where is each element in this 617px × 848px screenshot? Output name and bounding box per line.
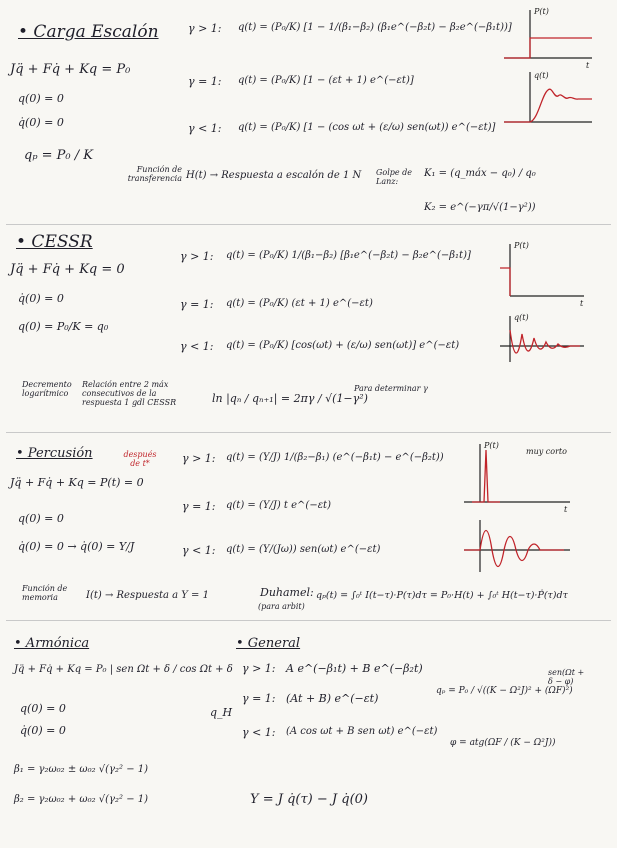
section-title-carga: • Carga Escalón [18, 22, 159, 42]
carga-graph-q-label: q(t) [534, 71, 549, 80]
general-qp-side: sen(Ωt + δ − φ) [548, 668, 585, 686]
percusion-case3-eq: q(t) = (Y/(Jω)) sen(ωt) e^(−εt) [226, 544, 381, 555]
section-title-armonica: • Armónica [14, 636, 90, 651]
carga-particular: qₚ = P₀ / K [24, 148, 93, 163]
memory-label: Función de memoria [22, 584, 68, 602]
carga-case1-eq: q(t) = (P₀/K) [1 − 1/(β₁−β₂) (β₁e^(−β₂t) − β₂e^(−β₁t))] [238, 22, 512, 33]
carga-graph-p-label: P(t) [534, 7, 549, 16]
cessr-graph-t-label: t [580, 299, 584, 308]
section-title-percusion: • Percusión [16, 446, 93, 461]
cessr-case3-cond: γ < 1: [180, 340, 214, 353]
general-case2-eq: (At + B) e^(−εt) [286, 692, 379, 705]
general-impulse-eq: Y = J q̇(τ) − J q̇(0) [250, 792, 368, 807]
carga-ode: Jq̈ + Fq̇ + Kq = P₀ [10, 62, 131, 77]
general-case3-eq: (A cos ωt + B sen ωt) e^(−εt) [286, 726, 438, 737]
carga-load-graph [504, 7, 592, 70]
cessr-graphs [500, 234, 600, 364]
divider [6, 620, 611, 621]
cessr-case1-eq: q(t) = (P₀/K) 1/(β₁−β₂) [β₁e^(−β₂t) − β₂e^(−β₁t)] [226, 250, 471, 261]
percusion-ode: Jq̈ + Fq̇ + Kq = P(t) = 0 [10, 476, 144, 489]
carga-ic1: q(0) = 0 [18, 92, 64, 105]
general-phi-eq: φ = atg(ΩF / (K − Ω²J)) [450, 738, 556, 748]
decrement-note: Relación entre 2 máx consecutivos de la respuesta 1 gdl CESSR [82, 380, 177, 407]
carga-ic2: q̇(0) = 0 [18, 116, 64, 129]
armonica-ic1: q(0) = 0 [20, 702, 66, 715]
percusion-case2-eq: q(t) = (Y/J) t e^(−εt) [226, 500, 331, 511]
carga-case3-eq: q(t) = (P₀/K) [1 − (cos ωt + (ε/ω) sen(ωt)) e^(−εt)] [238, 122, 496, 133]
divider [6, 432, 611, 433]
armonica-ic2: q̇(0) = 0 [20, 724, 66, 737]
percusion-impulse-graph [464, 441, 570, 514]
percusion-case1-eq: q(t) = (Y/J) 1/(β₂−β₁) (e^(−β₁t) − e^(−β₂t)) [226, 452, 444, 463]
percusion-graph-t-label: t [564, 505, 568, 514]
cessr-case2-eq: q(t) = (P₀/K) (εt + 1) e^(−εt) [226, 298, 373, 309]
percusion-graphs [460, 436, 600, 576]
percusion-response-graph [464, 520, 570, 572]
cessr-case1-cond: γ > 1: [180, 250, 214, 263]
percusion-ode-note: después de t* [123, 450, 157, 468]
carga-case1-cond: γ > 1: [188, 22, 222, 35]
cessr-graph-p-label: P(t) [514, 241, 529, 250]
decrement-side: Para determinar γ [354, 384, 428, 393]
decrement-eq: ln |qₙ / qₙ₊₁| = 2πγ / √(1−γ²) [212, 392, 368, 405]
cessr-load-graph [500, 241, 584, 308]
k2-eq: K₂ = e^(−γπ/√(1−γ²)) [424, 202, 536, 213]
duhamel-sub: (para arbit) [258, 602, 305, 611]
general-case1-cond: γ > 1: [242, 662, 276, 675]
cessr-graph-q-label: q(t) [514, 313, 529, 322]
percusion-case1-cond: γ > 1: [182, 452, 216, 465]
cessr-case2-cond: γ = 1: [180, 298, 214, 311]
cessr-ic2: q(0) = P₀/K = q₀ [18, 320, 109, 333]
general-qp-eq: qₚ = P₀ / √((K − Ω²J)² + (ΩF)²) [436, 686, 573, 696]
decrement-label: Decremento logarítmico [22, 380, 72, 398]
armonica-beta1: β₁ = γ₂ω₀₂ ± ω₀₂ √(γ₂² − 1) [14, 764, 149, 775]
duhamel-eq: qₚ(t) = ∫₀ᵗ I(t−τ)·P(τ)dτ = P₀·H(t) + ∫₀ᵗ H(t−τ)·Ṗ(τ)dτ [316, 590, 568, 601]
cessr-ode: Jq̈ + Fq̇ + Kq = 0 [10, 262, 125, 277]
carga-case3-cond: γ < 1: [188, 122, 222, 135]
duhamel-label: Duhamel: [260, 586, 314, 599]
percusion-graph-note: muy corto [526, 447, 567, 456]
cessr-response-graph [500, 313, 584, 362]
transfer-eq: H(t) → Respuesta a escalón de 1 N [186, 170, 362, 181]
transfer-label: Función de transferencia [127, 165, 182, 183]
armonica-beta2: β₂ = γ₂ω₀₂ + ω₀₂ √(γ₂² − 1) [14, 794, 149, 805]
golpe-label: Golpe de Lanz: [376, 168, 413, 186]
general-case3-cond: γ < 1: [242, 726, 276, 739]
percusion-case2-cond: γ = 1: [182, 500, 216, 513]
cessr-ic1: q̇(0) = 0 [18, 292, 64, 305]
armonica-ode: Jq̈ + Fq̇ + Kq = P₀ | sen Ωt + δ / cos Ωt + δ [14, 664, 233, 675]
carga-graphs [500, 2, 600, 127]
divider [6, 224, 611, 225]
general-qh-label: q_H [210, 706, 233, 719]
carga-case2-cond: γ = 1: [188, 75, 222, 88]
percusion-ic2: q̇(0) = 0 → q̇(0) = Y/J [18, 540, 135, 553]
carga-graph-t-label: t [586, 61, 590, 70]
percusion-ic1: q(0) = 0 [18, 512, 64, 525]
general-case1-eq: A e^(−β₁t) + B e^(−β₂t) [286, 662, 423, 675]
cessr-case3-eq: q(t) = (P₀/K) [cos(ωt) + (ε/ω) sen(ωt)] e^(−εt) [226, 340, 460, 351]
general-case2-cond: γ = 1: [242, 692, 276, 705]
carga-response-graph [504, 71, 592, 122]
percusion-case3-cond: γ < 1: [182, 544, 216, 557]
percusion-graph-p-label: P(t) [484, 441, 499, 450]
k1-eq: K₁ = (q_máx − q₀) / q₀ [424, 168, 536, 179]
carga-case2-eq: q(t) = (P₀/K) [1 − (εt + 1) e^(−εt)] [238, 75, 414, 86]
section-title-cessr: • CESSR [16, 232, 93, 252]
memory-eq: I(t) → Respuesta a Y = 1 [86, 590, 209, 601]
section-title-general: • General [236, 636, 301, 651]
